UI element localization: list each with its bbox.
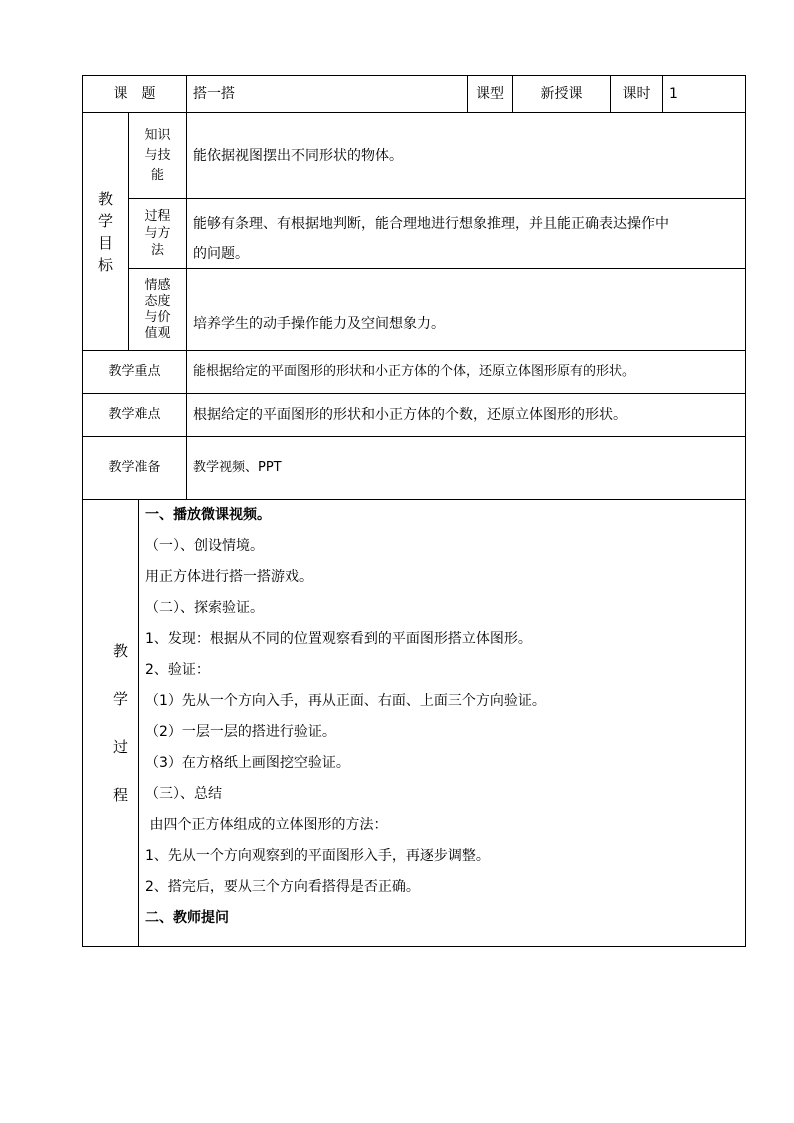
period-value: 1 <box>669 86 678 102</box>
process-label-char: 过 <box>113 738 129 756</box>
goal-label-line: 与方 <box>144 226 171 241</box>
process-line: 1、发现：根据从不同的位置观察看到的平面图形搭立体图形。 <box>145 631 532 647</box>
process-label-char: 教 <box>113 642 129 660</box>
topic-value: 搭一搭 <box>193 86 235 102</box>
process-line: 二、教师提问 <box>145 910 229 926</box>
goal-process-line: 能够有条理、有根据地判断，能合理地进行想象推理，并且能正确表达操作中 <box>193 216 669 232</box>
preparation-text: 教学视频、PPT <box>193 460 282 475</box>
process-line: （2）一层一层的搭进行验证。 <box>145 724 336 740</box>
difficulty-label: 教学难点 <box>108 407 161 422</box>
goal-label-line: 知识 <box>144 127 171 143</box>
goal-emotion-text: 培养学生的动手操作能力及空间想象力。 <box>193 315 445 332</box>
goal-emotion-label <box>129 269 186 350</box>
topic-label: 课 题 <box>113 86 156 102</box>
goals-label <box>83 113 128 350</box>
process-line: 1、先从一个方向观察到的平面图形入手，再逐步调整。 <box>145 848 490 864</box>
goal-knowledge-label <box>129 113 186 198</box>
goal-label-line: 态度 <box>144 293 171 309</box>
goal-process-label <box>129 199 186 268</box>
goals-label-char: 目 <box>97 233 113 252</box>
process-line: （1）先从一个方向入手，再从正面、右面、上面三个方向验证。 <box>145 693 546 709</box>
process-content <box>145 500 743 946</box>
process-line: （三）、总结 <box>145 786 222 802</box>
col-divider <box>138 499 139 947</box>
process-line: 由四个正方体组成的立体图形的方法： <box>145 817 388 833</box>
goal-label-line: 能 <box>150 167 164 183</box>
process-label-char: 程 <box>113 786 129 804</box>
goal-process-line: 的问题。 <box>193 246 249 262</box>
difficulty-text: 根据给定的平面图形的形状和小正方体的个数，还原立体图形的形状。 <box>193 407 627 423</box>
table-border-right <box>745 75 746 947</box>
process-label-char: 学 <box>113 690 129 708</box>
goal-label-line: 值观 <box>144 325 171 341</box>
key-point-text: 能根据给定的平面图形的形状和小正方体的个体，还原立体图形原有的形状。 <box>193 364 636 379</box>
process-line: 一、播放微课视频。 <box>145 507 271 523</box>
goal-label-line: 与价 <box>144 309 171 325</box>
goals-label-char: 学 <box>97 211 113 230</box>
process-line: （3）在方格纸上画图挖空验证。 <box>145 755 350 771</box>
process-line: （一）、创设情境。 <box>145 538 264 554</box>
process-label <box>83 500 138 946</box>
type-value: 新授课 <box>540 86 583 102</box>
process-line: 2、搭完后，要从三个方向看搭得是否正确。 <box>145 879 420 895</box>
goals-label-char: 标 <box>97 255 113 274</box>
process-line: 2、验证： <box>145 662 210 678</box>
table-border-bottom <box>82 946 746 947</box>
goal-process-text <box>187 199 745 268</box>
goal-label-line: 与技 <box>144 147 171 163</box>
goal-label-line: 过程 <box>144 209 171 224</box>
preparation-label: 教学准备 <box>108 460 161 475</box>
process-line: 用正方体进行搭一搭游戏。 <box>145 569 313 585</box>
goals-label-char: 教 <box>97 189 113 208</box>
goal-label-line: 情感 <box>144 277 171 293</box>
goal-label-line: 法 <box>150 243 164 258</box>
process-line: （二）、探索验证。 <box>145 600 264 616</box>
key-point-label: 教学重点 <box>108 364 161 379</box>
period-label: 课时 <box>622 86 651 102</box>
goal-knowledge-text: 能依据视图摆出不同形状的物体。 <box>193 147 403 164</box>
type-label: 课型 <box>476 86 504 102</box>
